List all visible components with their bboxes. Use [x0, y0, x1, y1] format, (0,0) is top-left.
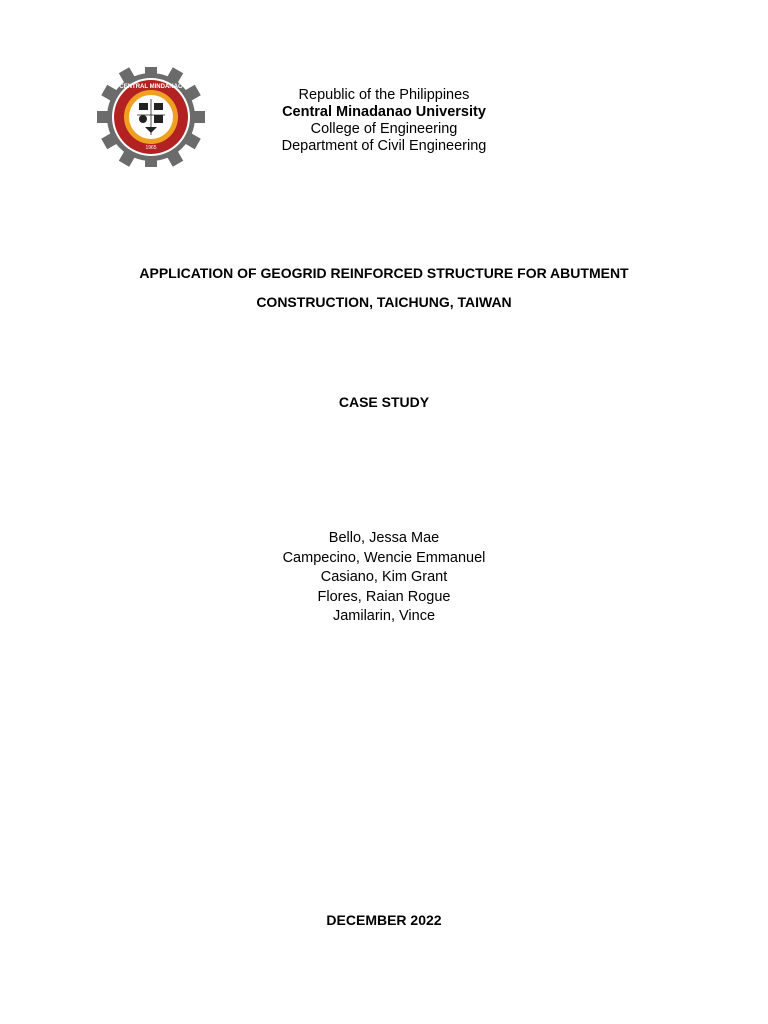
svg-text:1965: 1965: [145, 145, 157, 151]
author-name: Flores, Raian Rogue: [317, 588, 451, 605]
svg-text:CENTRAL MINDANAO: CENTRAL MINDANAO: [119, 84, 183, 90]
document-type: CASE STUDY: [338, 394, 430, 410]
header-department: Department of Civil Engineering: [281, 138, 487, 154]
header-college: College of Engineering: [310, 121, 458, 137]
author-name: Bello, Jessa Mae: [328, 530, 440, 546]
header-country: Republic of the Philippines: [298, 87, 470, 103]
author-name: Jamilarin, Vince: [332, 608, 436, 624]
document-date: DECEMBER 2022: [326, 912, 442, 928]
document-title-line-2: CONSTRUCTION, TAICHUNG, TAIWAN: [256, 294, 512, 310]
institution-header: [184, 87, 584, 155]
author-name: Campecino, Wencie Emmanuel: [282, 549, 486, 566]
author-name: Casiano, Kim Grant: [320, 569, 448, 585]
author-list: [184, 529, 584, 627]
document-title-line-1: APPLICATION OF GEOGRID REINFORCED STRUCTURE FOR ABUTMENT: [139, 265, 629, 281]
header-university: Central Minadanao University: [282, 104, 486, 120]
